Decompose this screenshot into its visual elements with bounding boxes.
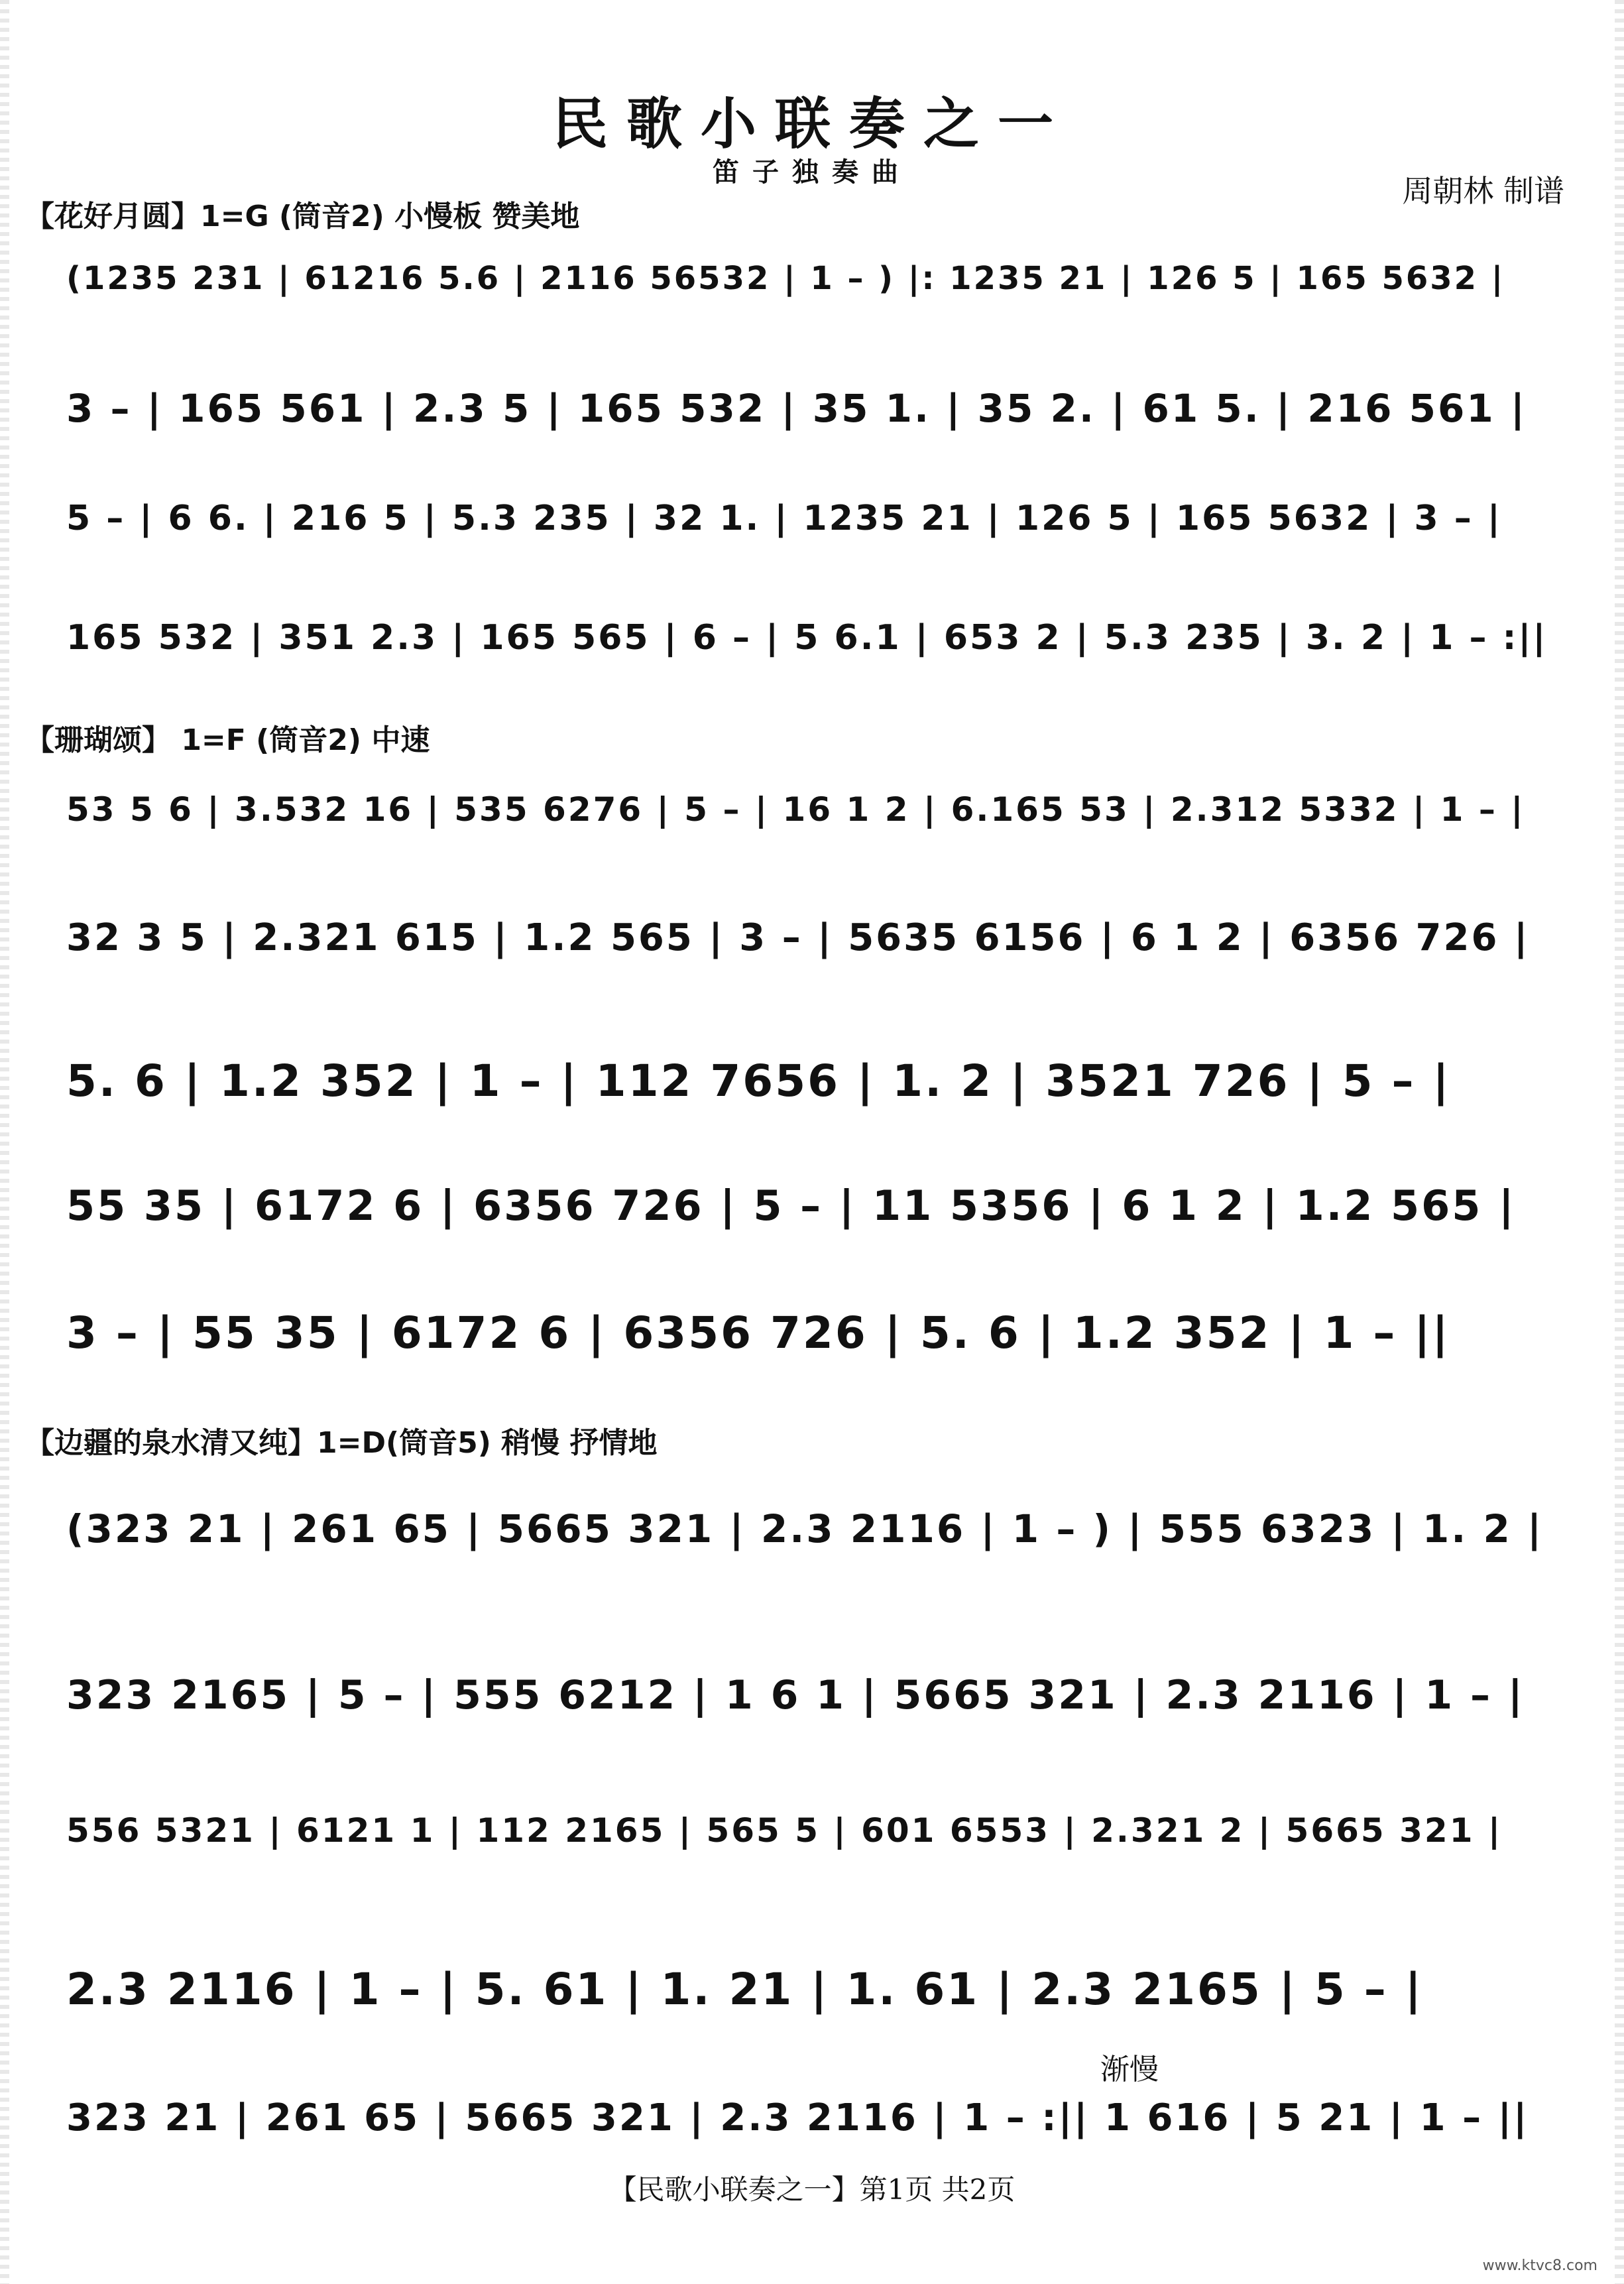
- page-edge-left: [0, 0, 9, 2284]
- arranger-credit: 周朝林 制谱: [1402, 173, 1564, 209]
- notation-line: 5 – | 6 6. | 216 5 | 5.3 235 | 32 1. | 1235 21 | 126 5 | 165 5632 | 3 – |: [66, 499, 1502, 538]
- section-header-2: 【珊瑚颂】 1=F (筒音2) 中速: [25, 723, 430, 757]
- score-line: [66, 1299, 1564, 1372]
- notation-line: 3 – | 55 35 | 6172 6 | 6356 726 | 5. 6 | 1.2 352 | 1 – ||: [66, 1307, 1450, 1358]
- score-line: [66, 1048, 1564, 1120]
- notation-line: 55 35 | 6172 6 | 6356 726 | 5 – | 11 5356 | 6 1 2 | 1.2 565 |: [66, 1181, 1516, 1230]
- score-line: [66, 1803, 1564, 1876]
- score-line: [66, 1956, 1564, 2029]
- section-header-1: 【花好月圆】1=G (筒音2) 小慢板 赞美地: [25, 200, 580, 233]
- notation-line: (323 21 | 261 65 | 5665 321 | 2.3 2116 | 1 – ) | 555 6323 | 1. 2 |: [66, 1506, 1544, 1551]
- notation-line: 165 532 | 351 2.3 | 165 565 | 6 – | 5 6.1 | 653 2 | 5.3 235 | 3. 2 | 1 – :||: [66, 618, 1548, 658]
- notation-line: 2.3 2116 | 1 – | 5. 61 | 1. 21 | 1. 61 | 2.3 2165 | 5 – |: [66, 1964, 1423, 2015]
- score-line: [66, 1173, 1564, 1246]
- score-line: [66, 782, 1564, 855]
- score-subtitle: 笛子独奏曲: [713, 157, 911, 188]
- score-line: [66, 1498, 1564, 1571]
- score-line: [66, 610, 1564, 683]
- section-header-3: 【边疆的泉水清又纯】1=D(筒音5) 稍慢 抒情地: [25, 1426, 658, 1460]
- notation-line: 556 5321 | 6121 1 | 112 2165 | 565 5 | 601 6553 | 2.321 2 | 5665 321 |: [66, 1811, 1503, 1850]
- score-line: [66, 1664, 1564, 1737]
- tempo-mark: 渐慢: [1100, 2053, 1159, 2086]
- page-footer: 【民歌小联奏之一】第1页 共2页: [609, 2173, 1015, 2206]
- page-edge-right: [1615, 0, 1624, 2284]
- score-line: [66, 378, 1564, 451]
- score-line: [66, 2088, 1564, 2161]
- notation-line: 323 2165 | 5 – | 555 6212 | 1 6 1 | 5665 321 | 2.3 2116 | 1 – |: [66, 1672, 1525, 1718]
- notation-line: 53 5 6 | 3.532 16 | 535 6276 | 5 – | 16 1 2 | 6.165 53 | 2.312 5332 | 1 – |: [66, 790, 1525, 829]
- notation-line: 3 – | 165 561 | 2.3 5 | 165 532 | 35 1. | 35 2. | 61 5. | 216 561 |: [66, 386, 1527, 431]
- score-title: 民歌小联奏之一: [551, 91, 1072, 156]
- notation-line: 5. 6 | 1.2 352 | 1 – | 112 7656 | 1. 2 | 3521 726 | 5 – |: [66, 1055, 1451, 1107]
- score-line: [66, 491, 1564, 564]
- notation-line: 32 3 5 | 2.321 615 | 1.2 565 | 3 – | 5635 6156 | 6 1 2 | 6356 726 |: [66, 916, 1530, 959]
- score-line: [66, 908, 1564, 981]
- notation-line: (1235 231 | 61216 5.6 | 2116 56532 | 1 – ) |: 1235 21 | 126 5 | 165 5632 |: [66, 260, 1505, 297]
- notation-line: 323 21 | 261 65 | 5665 321 | 2.3 2116 | 1 – :|| 1 616 | 5 21 | 1 – ||: [66, 2096, 1529, 2139]
- score-line: [66, 252, 1564, 325]
- watermark-text: www.ktvc8.com: [1482, 2257, 1597, 2274]
